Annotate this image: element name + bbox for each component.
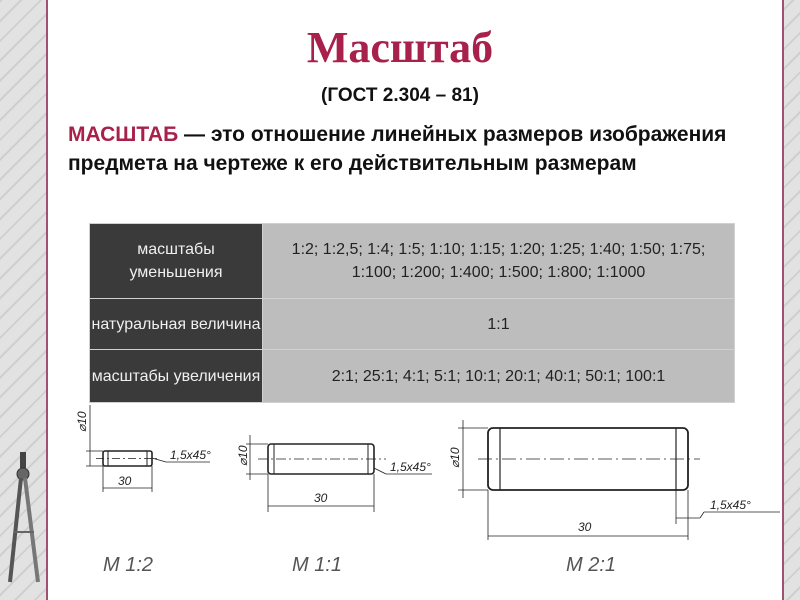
row-label-natural: натуральная величина: [90, 299, 263, 350]
row-label-reduction: масштабы уменьшения: [90, 224, 263, 299]
chamfer-label-1: 1,5x45°: [170, 448, 211, 462]
compass-icon: [4, 452, 44, 592]
diameter-label-3: ⌀10: [448, 447, 462, 468]
row-values-reduction: 1:2; 1:2,5; 1:4; 1:5; 1:10; 1:15; 1:20; 1:25; 1:40; 1:50; 1:75; 1:100; 1:200; 1:400; 1:500; 1:800; 1:1000: [263, 224, 735, 299]
diameter-label-1: ⌀10: [75, 411, 89, 432]
slide-title: Масштаб: [306, 23, 494, 72]
drawing-scale-2-1: [448, 420, 780, 576]
row-label-enlargement: масштабы увеличения: [90, 350, 263, 403]
diameter-label-2: ⌀10: [236, 445, 250, 466]
row-values-natural: 1:1: [263, 299, 735, 350]
definition-term: МАСШТАБ: [68, 123, 179, 146]
scale-label-1: М 1:2: [103, 554, 154, 576]
length-label-3: 30: [578, 520, 592, 534]
row-values-enlargement: 2:1; 25:1; 4:1; 5:1; 10:1; 20:1; 40:1; 50:1; 100:1: [263, 350, 735, 403]
scale-label-3: М 2:1: [566, 554, 617, 576]
drawing-scale-1-2: [75, 405, 211, 576]
drawing-scale-1-1: [236, 435, 432, 576]
scale-label-2: М 1:1: [292, 554, 343, 576]
chamfer-label-2: 1,5x45°: [390, 460, 431, 474]
slide-subtitle: (ГОСТ 2.304 – 81): [321, 85, 479, 106]
definition-body: — это отношение линейных размеров изображения предмета на чертеже к его действительным размерам: [68, 123, 727, 175]
chamfer-label-3: 1,5x45°: [710, 498, 751, 512]
length-label-1: 30: [118, 474, 132, 488]
length-label-2: 30: [314, 491, 328, 505]
